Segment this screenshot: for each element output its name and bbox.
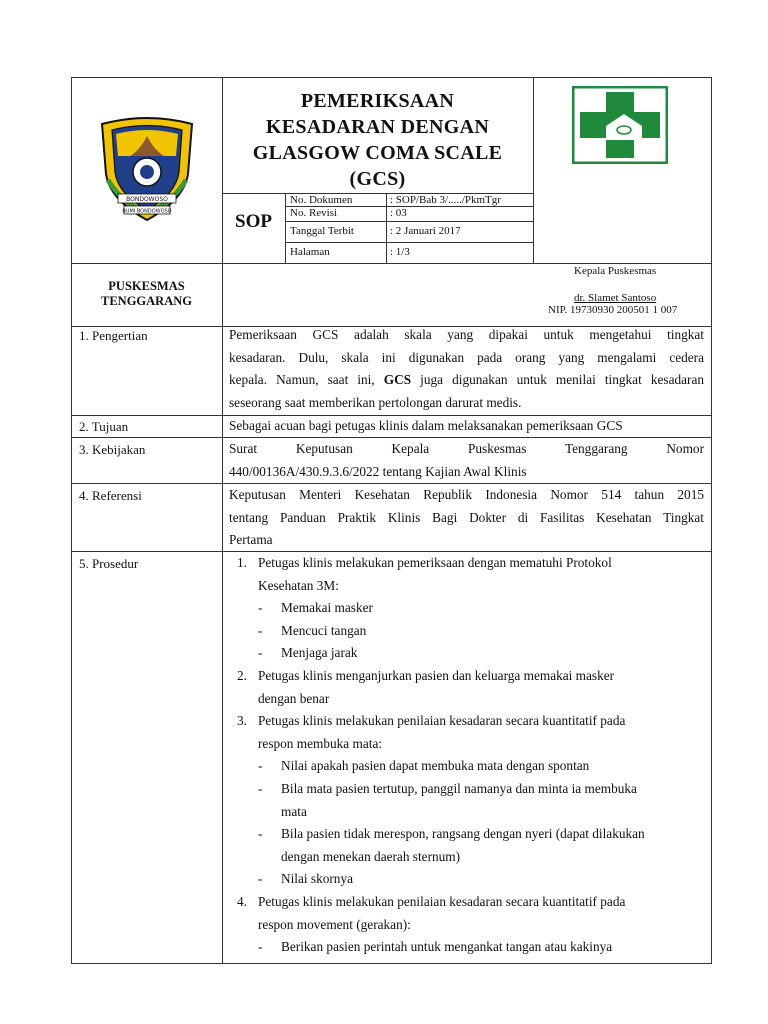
emblem-text-bottom: BUMI BONDOWOSO xyxy=(122,208,172,215)
title-line: PEMERIKSAAN xyxy=(300,90,455,112)
column-divider-left xyxy=(222,77,223,963)
step-line: respon movement (gerakan): xyxy=(258,916,411,932)
procedure-step xyxy=(229,891,707,936)
sub-item-text: Bila mata pasien tertutup, panggil namanya dan minta ia membuka xyxy=(281,780,637,796)
step-number: 1. xyxy=(237,555,247,570)
body-line: Sebagai acuan bagi petugas klinis dalam melaksanakan pemeriksaan GCS xyxy=(229,418,623,433)
meta-label-page: Halaman xyxy=(290,246,330,258)
step-line: dengan benar xyxy=(258,690,330,706)
step-line: Kesehatan 3M: xyxy=(258,577,339,593)
sub-item: - Bila mata pasien tertutup, panggil namanya dan minta ia membuka xyxy=(258,780,637,796)
sub-item-text: Nilai apakah pasien dapat membuka mata dengan spontan xyxy=(281,758,590,774)
sub-item: - Nilai skornya xyxy=(258,871,354,887)
document-title xyxy=(222,88,533,192)
sub-item-continuation xyxy=(229,846,707,869)
step-line: Petugas klinis melakukan penilaian kesadaran secara kuantitatif pada xyxy=(258,713,626,729)
table-border-top xyxy=(71,77,712,78)
header-bottom-line xyxy=(71,263,712,264)
sub-item: - Nilai apakah pasien dapat membuka mata dengan spontan xyxy=(258,758,590,774)
signer-title: Kepala Puskesmas xyxy=(574,265,657,277)
section-body-referensi xyxy=(229,484,704,552)
table-border-bottom xyxy=(71,963,712,964)
sub-item-text: Memakai masker xyxy=(281,600,373,616)
meta-label-issue-date: Tanggal Terbit xyxy=(290,225,354,237)
body-line: kesadaran. Dulu, skala ini digunakan pada orang yang mengalami cedera xyxy=(229,349,704,365)
sub-item-text: Berikan pasien perintah untuk mengankat tangan atau kakinya xyxy=(281,939,613,955)
title-line: GLASGOW COMA SCALE xyxy=(252,142,503,164)
body-line: Pertama xyxy=(229,532,273,548)
meta-value-revision: : 03 xyxy=(390,207,407,219)
step-number: 3. xyxy=(237,713,247,729)
procedure-step xyxy=(229,552,707,597)
procedure-step xyxy=(229,710,707,755)
procedure-list xyxy=(229,552,707,959)
sub-item-text: dengan menekan daerah sternum) xyxy=(281,848,461,864)
org-line: PUSKESMAS xyxy=(108,279,185,293)
emphasis-gcs: GCS xyxy=(383,372,412,388)
org-line: TENGGARANG xyxy=(101,294,192,308)
step-line: Petugas klinis menganjurkan pasien dan keluarga memakai masker xyxy=(258,667,615,683)
body-line: tentang Panduan Praktik Klinis Bagi Dokter di Fasilitas Kesehatan Tingkat xyxy=(229,509,704,525)
step-number: 4. xyxy=(237,893,247,909)
meta-row-line xyxy=(285,242,533,243)
sub-item: - Berikan pasien perintah untuk mengankat tangan atau kakinya xyxy=(258,939,613,955)
meta-value-issue-date: : 2 Januari 2017 xyxy=(390,225,461,237)
body-line: Keputusan Menteri Kesehatan Republik Indonesia Nomor 514 tahun 2015 xyxy=(229,487,704,502)
signer-name: dr. Slamet Santoso xyxy=(574,292,657,304)
table-border-left xyxy=(71,77,72,963)
signer-nip: NIP. 19730930 200501 1 007 xyxy=(548,304,678,316)
sub-item-text: Nilai skornya xyxy=(281,871,354,887)
body-line: Surat Keputusan Kepala Puskesmas Tenggarang Nomor xyxy=(229,441,704,456)
sub-item-text: mata xyxy=(281,803,307,819)
sop-divider xyxy=(285,193,286,263)
regency-emblem-icon xyxy=(94,116,200,224)
body-line: kepala. Namun, saat ini, GCS juga digunakan untuk menilai tingkat kesadaran xyxy=(229,372,704,388)
step-line: Petugas klinis melakukan penilaian kesadaran secara kuantitatif pada xyxy=(258,893,626,909)
procedure-step xyxy=(229,665,707,710)
meta-divider xyxy=(386,193,387,263)
meta-value-doc-number: : SOP/Bab 3/...../PkmTgr xyxy=(390,194,501,206)
meta-value-page: : 1/3 xyxy=(390,246,410,258)
sub-item: - Memakai masker xyxy=(258,600,373,616)
sub-item-text: Mencuci tangan xyxy=(281,622,367,638)
meta-row-line xyxy=(285,221,533,222)
sop-label: SOP xyxy=(235,211,272,232)
body-line: Pemeriksaan GCS adalah skala yang dipakai untuk mengetahui tingkat xyxy=(229,327,704,342)
section-body-pengertian xyxy=(229,324,704,414)
title-line: (GCS) xyxy=(349,168,406,190)
sub-item-continuation xyxy=(229,801,707,824)
sub-item-text: Menjaga jarak xyxy=(281,645,358,661)
body-line: 440/00136A/430.9.3.6/2022 tentang Kajian Awal Klinis xyxy=(229,463,527,479)
sub-item: - Menjaga jarak xyxy=(258,645,358,661)
section-body-kebijakan xyxy=(229,438,704,483)
section-body-tujuan xyxy=(229,415,704,438)
section-label-referensi: 4. Referensi xyxy=(79,488,142,503)
section-label-tujuan: 2. Tujuan xyxy=(79,419,129,434)
section-label-kebijakan: 3. Kebijakan xyxy=(79,442,146,457)
step-number: 2. xyxy=(237,667,247,683)
meta-label-doc-number: No. Dokumen xyxy=(290,194,353,206)
organization-name xyxy=(71,279,222,309)
step-line: Petugas klinis melakukan pemeriksaan dengan mematuhi Protokol xyxy=(258,555,612,570)
emblem-text-top: BONDOWOSO xyxy=(126,196,168,203)
column-divider-right xyxy=(533,77,534,263)
meta-label-revision: No. Revisi xyxy=(290,207,338,219)
section-label-pengertian: 1. Pengertian xyxy=(79,328,148,343)
sub-item-text: Bila pasien tidak merespon, rangsang dengan nyeri (dapat dilakukan xyxy=(281,826,645,842)
section-label-prosedur: 5. Prosedur xyxy=(79,556,139,571)
puskesmas-cross-icon xyxy=(572,86,668,164)
sub-item: - Bila pasien tidak merespon, rangsang dengan nyeri (dapat dilakukan xyxy=(258,826,645,842)
step-line: respon membuka mata: xyxy=(258,735,383,751)
body-line: seseorang saat memberikan pertolongan darurat medis. xyxy=(229,394,522,410)
title-line: KESADARAN DENGAN xyxy=(265,116,490,138)
sub-item: - Mencuci tangan xyxy=(258,622,367,638)
table-border-right xyxy=(711,77,712,963)
